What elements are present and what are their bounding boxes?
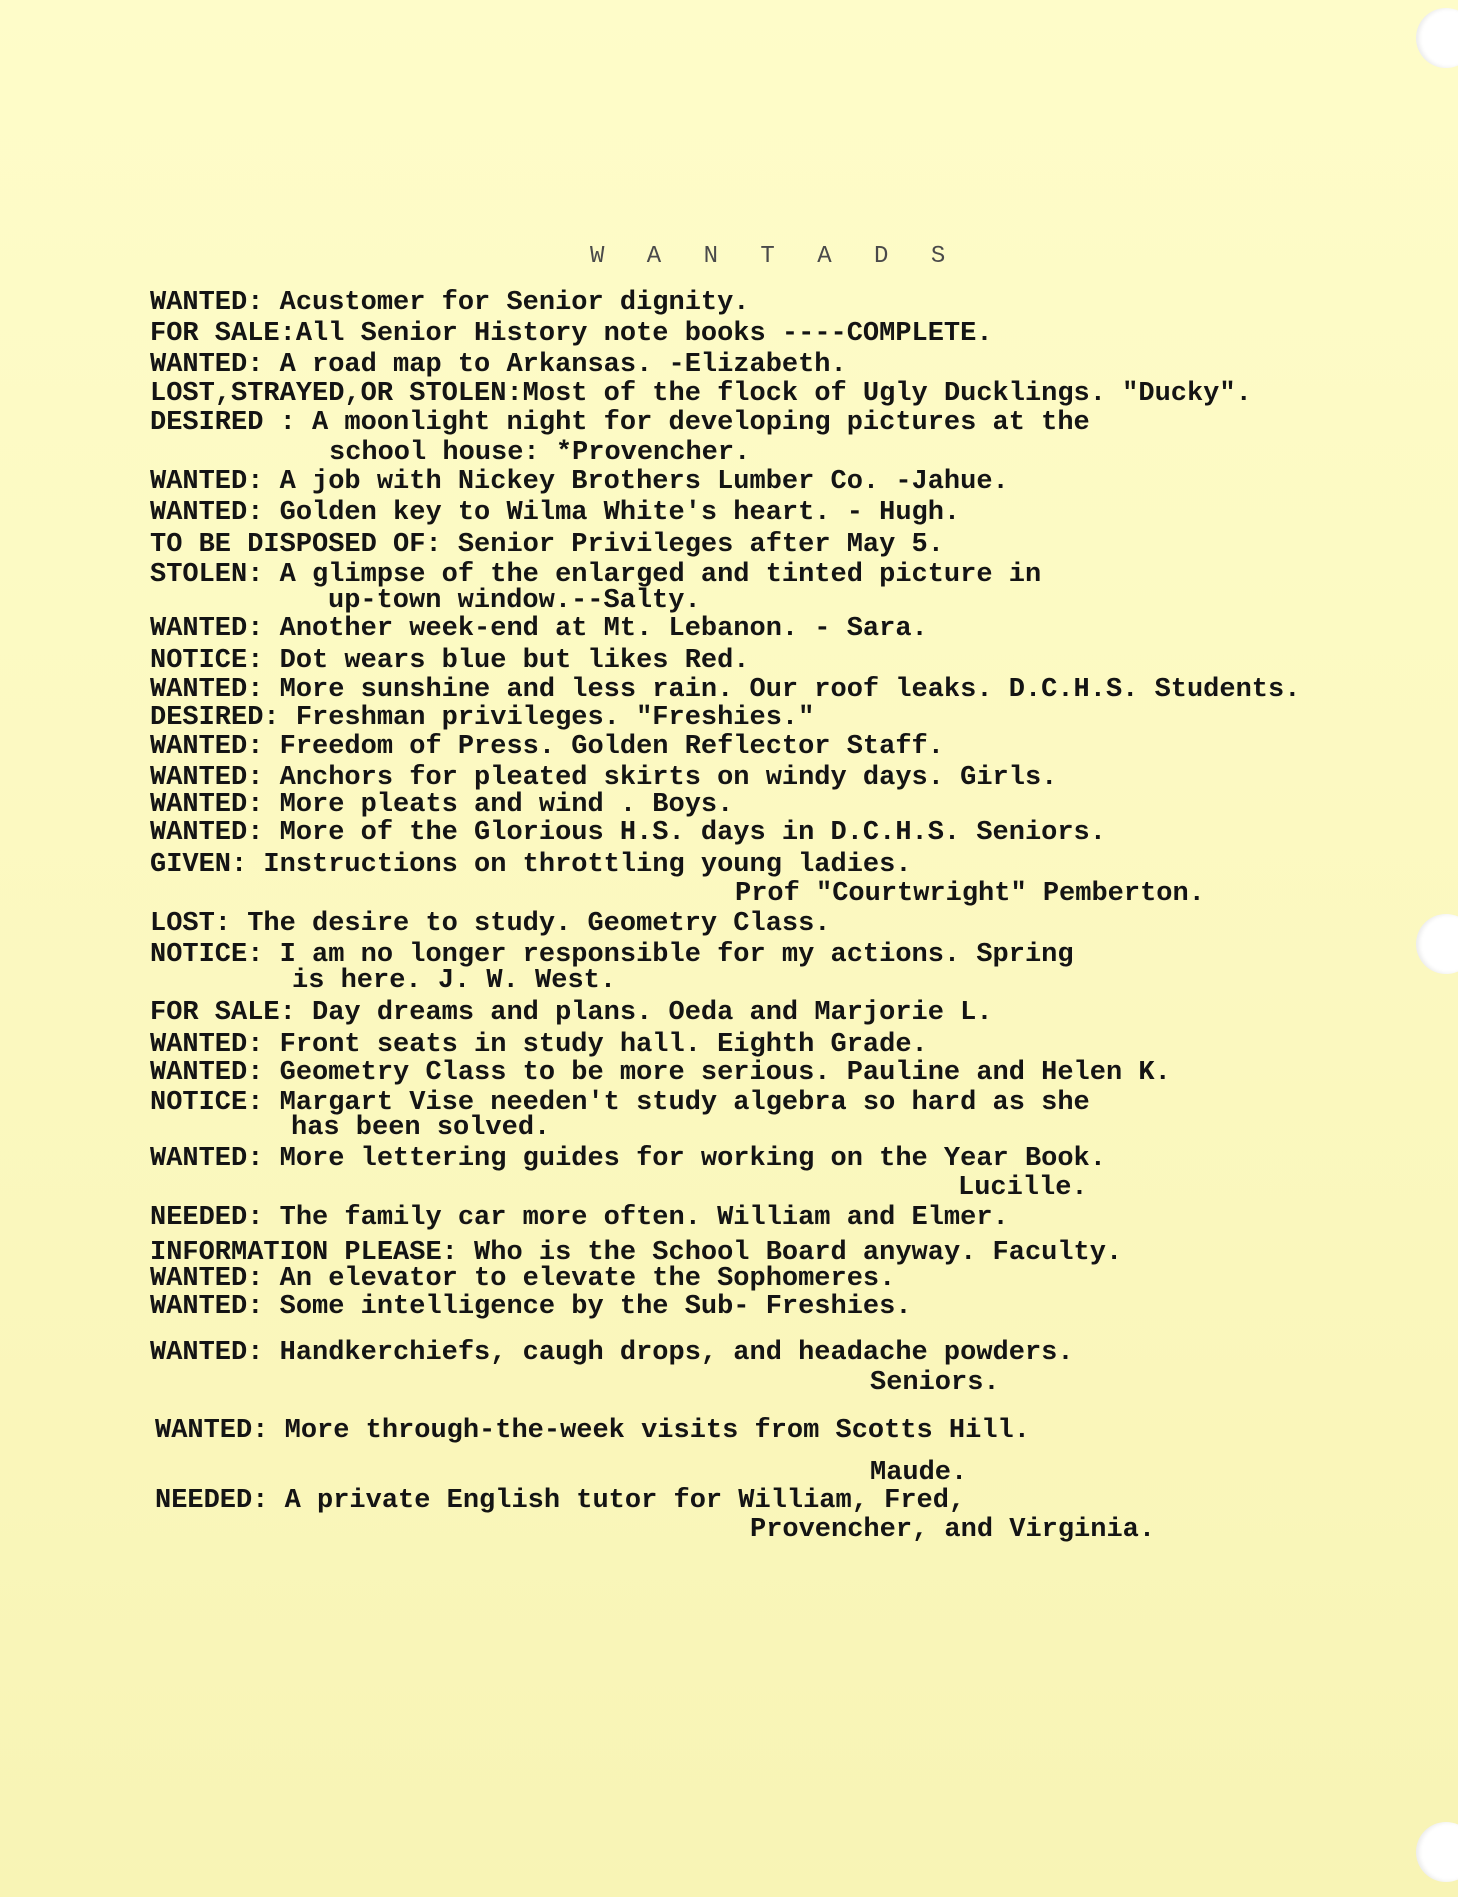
ad-text: Another week-end at Mt. Lebanon. - Sara.: [263, 614, 928, 644]
ad-line: [150, 1146, 1106, 1173]
ad-line: [150, 1266, 895, 1293]
ad-text: The desire to study. Geometry Class.: [231, 909, 831, 939]
ad-text: I am no longer responsible for my actions. Spring: [263, 940, 1074, 970]
ad-line: [150, 677, 1300, 704]
ad-line: [150, 321, 993, 348]
ad-text: The family car more often. William and Elmer.: [263, 1203, 1009, 1233]
ad-text: An elevator to elevate the Sophomeres.: [263, 1264, 896, 1294]
ad-text: More lettering guides for working on the Year Book.: [263, 1144, 1106, 1174]
ad-text: Most of the flock of Ugly Ducklings. "Ducky".: [522, 379, 1252, 409]
ad-line: [150, 820, 1106, 847]
ad-tag: WANTED:: [150, 763, 264, 793]
ad-text: Golden key to Wilma White's heart. - Hugh.: [263, 498, 961, 528]
ad-line: [150, 648, 750, 675]
ad-tag: WANTED:: [150, 790, 264, 820]
ad-tag: GIVEN:: [150, 850, 248, 880]
ad-tag: NOTICE:: [150, 1088, 264, 1118]
ad-line: [150, 1060, 1171, 1087]
ad-continuation: Lucille.: [958, 1173, 1088, 1203]
ad-text: A moonlight night for developing pictures at the: [295, 408, 1090, 438]
ad-text: More sunshine and less rain. Our roof leaks. D.C.H.S. Students.: [263, 675, 1301, 705]
ad-continuation: Prof "Courtwright" Pemberton.: [735, 879, 1205, 909]
ad-tag: NEEDED:: [150, 1203, 264, 1233]
ad-line: [150, 1000, 993, 1027]
ad-text: Handkerchiefs, caugh drops, and headache powders.: [263, 1338, 1074, 1368]
ad-line: [150, 562, 1041, 589]
ad-text: Front seats in study hall. Eighth Grade.: [263, 1030, 928, 1060]
ad-line: [150, 290, 750, 317]
ad-tag: WANTED:: [150, 350, 264, 380]
ad-tag: TO BE DISPOSED OF:: [150, 530, 442, 560]
ad-text: Dot wears blue but likes Red.: [263, 646, 750, 676]
ad-text: A glimpse of the enlarged and tinted picture in: [263, 560, 1042, 590]
ad-line: [155, 1488, 965, 1515]
ad-line: [155, 1418, 1030, 1445]
ad-line: [150, 1032, 928, 1059]
ad-line: [150, 734, 944, 761]
ad-text: Instructions on throttling young ladies.: [247, 850, 912, 880]
ad-text: Geometry Class to be more serious. Pauline and Helen K.: [263, 1058, 1171, 1088]
ad-tag: WANTED:: [150, 498, 264, 528]
ad-text: A road map to Arkansas. -Elizabeth.: [263, 350, 847, 380]
ad-tag: WANTED:: [150, 732, 264, 762]
ad-tag: FOR SALE:: [150, 998, 296, 1028]
ad-text: A job with Nickey Brothers Lumber Co. -Jahue.: [263, 467, 1009, 497]
ad-line: [150, 911, 831, 938]
ad-line: [150, 532, 944, 559]
ad-text: Margart Vise needen't study algebra so hard as she: [263, 1088, 1090, 1118]
punch-hole: [1416, 8, 1458, 68]
ad-text: Anchors for pleated skirts on windy days. Girls.: [263, 763, 1058, 793]
ad-line: [150, 410, 1090, 437]
ad-line: [150, 381, 1252, 408]
ad-line: [150, 792, 733, 819]
ad-continuation: has been solved.: [291, 1113, 551, 1143]
ad-tag: WANTED:: [150, 1058, 264, 1088]
ad-line: [150, 942, 1074, 969]
ad-tag: WANTED:: [150, 1338, 264, 1368]
ad-tag: NEEDED:: [155, 1486, 269, 1516]
ad-tag: DESIRED :: [150, 408, 296, 438]
ad-continuation: is here. J. W. West.: [292, 966, 617, 996]
ad-text: More of the Glorious H.S. days in D.C.H.S. Seniors.: [263, 818, 1106, 848]
ad-tag: WANTED:: [150, 614, 264, 644]
ad-text: Freedom of Press. Golden Reflector Staff.: [263, 732, 944, 762]
ad-text: Some intelligence by the Sub- Freshies.: [263, 1292, 912, 1322]
ad-tag: LOST:: [150, 909, 232, 939]
ad-tag: NOTICE:: [150, 940, 264, 970]
ad-line: [150, 765, 1057, 792]
ad-text: More through-the-week visits from Scotts Hill.: [268, 1416, 1030, 1446]
ad-tag: WANTED:: [150, 818, 264, 848]
ad-text: Freshman privileges. "Freshies.": [279, 703, 815, 733]
ad-tag: LOST,STRAYED,OR STOLEN:: [150, 379, 523, 409]
ad-tag: WANTED:: [150, 675, 264, 705]
ad-text: Who is the School Board anyway. Faculty.: [457, 1238, 1123, 1268]
ad-tag: DESIRED:: [150, 703, 280, 733]
ad-line: [150, 352, 847, 379]
ad-line: [150, 705, 814, 732]
ad-text: Day dreams and plans. Oeda and Marjorie L.: [295, 998, 993, 1028]
ad-text: More pleats and wind . Boys.: [263, 790, 734, 820]
ad-tag: FOR SALE:: [150, 319, 296, 349]
ad-text: A private English tutor for William, Fred,: [268, 1486, 966, 1516]
ad-tag: INFORMATION PLEASE:: [150, 1238, 458, 1268]
ad-tag: WANTED:: [150, 1292, 264, 1322]
ad-line: [150, 852, 912, 879]
ad-tag: WANTED:: [150, 288, 264, 318]
ad-line: [150, 1340, 1074, 1367]
ad-tag: WANTED:: [155, 1416, 269, 1446]
ad-continuation: Seniors.: [870, 1368, 1000, 1398]
ad-tag: NOTICE:: [150, 646, 264, 676]
ad-line: [150, 616, 928, 643]
ad-text: Acustomer for Senior dignity.: [263, 288, 750, 318]
punch-hole: [1416, 914, 1458, 974]
ad-line: [150, 500, 960, 527]
ad-tag: STOLEN:: [150, 560, 264, 590]
ad-continuation: Maude.: [870, 1458, 968, 1488]
ad-tag: WANTED:: [150, 1264, 264, 1294]
ad-line: [150, 469, 1009, 496]
ad-tag: WANTED:: [150, 467, 264, 497]
ad-text: All Senior History note books ----COMPLETE.: [295, 319, 993, 349]
ad-line: [150, 1240, 1122, 1267]
ad-tag: WANTED:: [150, 1144, 264, 1174]
ad-continuation: Provencher, and Virginia.: [750, 1515, 1156, 1545]
ad-line: [150, 1294, 912, 1321]
ad-line: [150, 1205, 1009, 1232]
ad-continuation: up-town window.--Salty.: [328, 586, 701, 616]
page-title: W A N T A D S: [590, 243, 960, 270]
ad-text: Senior Privileges after May 5.: [441, 530, 944, 560]
ad-tag: WANTED:: [150, 1030, 264, 1060]
ad-continuation: school house: *Provencher.: [329, 438, 751, 468]
punch-hole: [1416, 1822, 1458, 1882]
